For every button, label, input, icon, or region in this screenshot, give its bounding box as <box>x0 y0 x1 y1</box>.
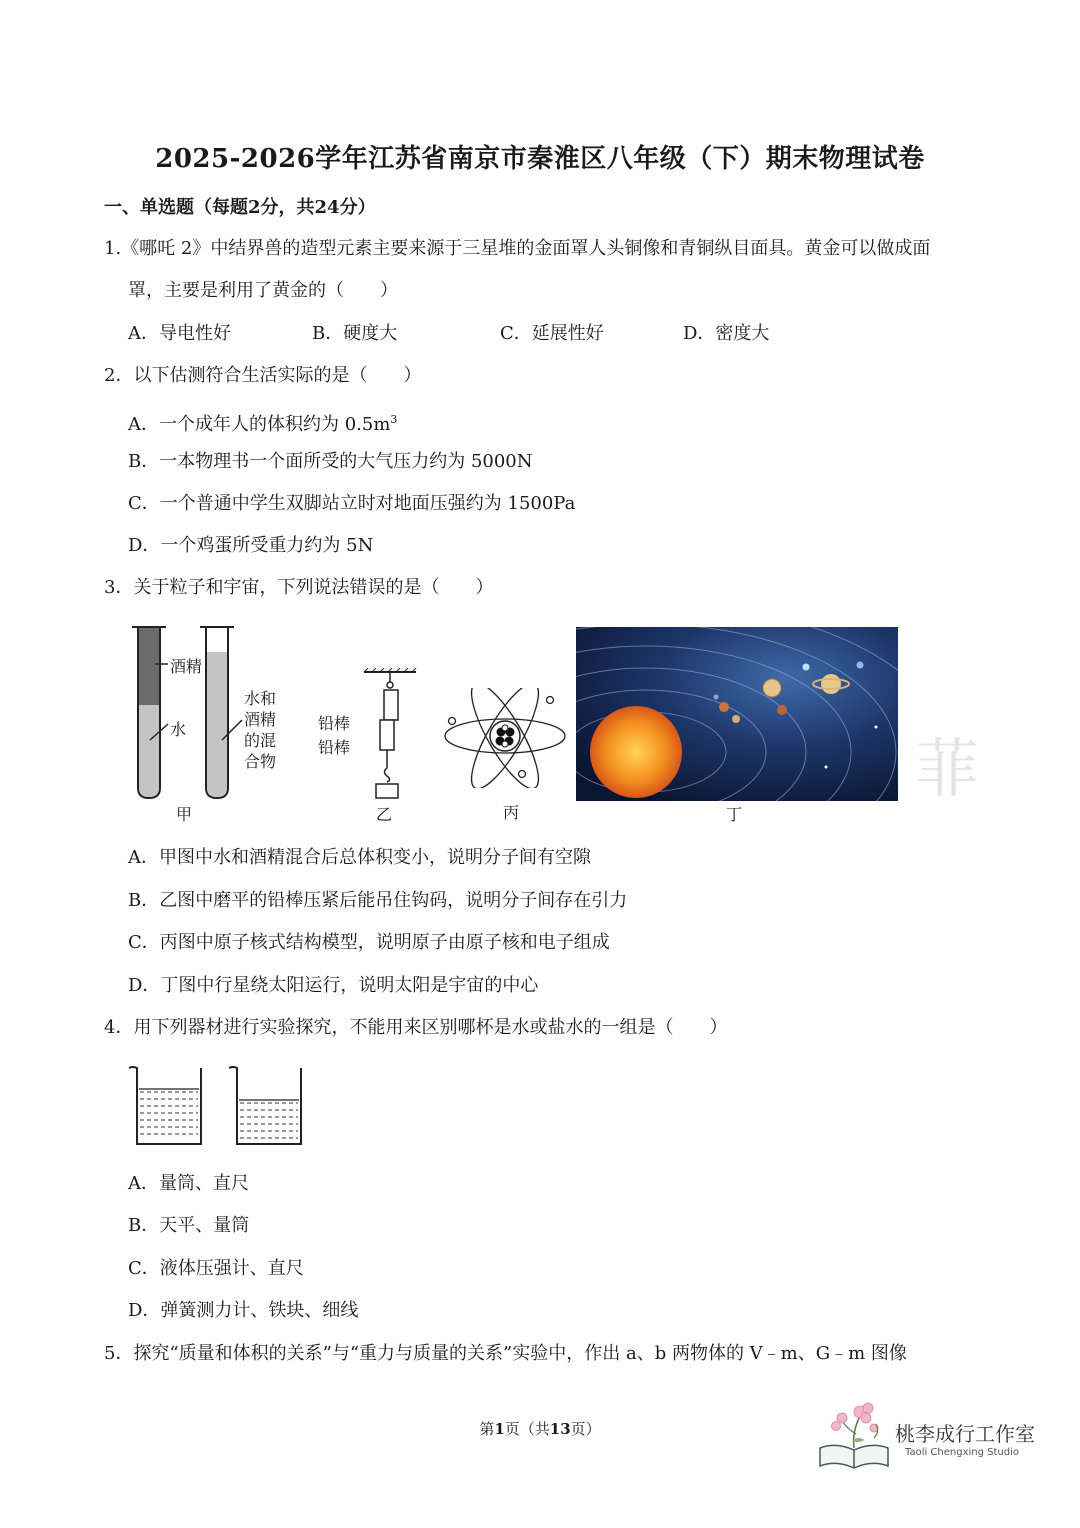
section-heading: 一、单选题（每题2分，共24分） <box>104 197 376 218</box>
q3-option-a: A．甲图中水和酒精混合后总体积变小，说明分子间有空隙 <box>128 847 591 868</box>
q1-option-d: D．密度大 <box>683 323 770 344</box>
brand-name: 桃李成行工作室 <box>895 1422 1035 1446</box>
q2-option-a-superscript: 3 <box>390 413 398 426</box>
figure-ding-solar-system <box>576 627 898 801</box>
q1-stem-line2: 罩，主要是利用了黄金的（ ） <box>128 280 398 301</box>
label-lead-rod-2: 铅棒 <box>318 738 351 757</box>
current-page: 1 <box>494 1420 505 1438</box>
q1-option-c: C．延展性好 <box>500 323 604 344</box>
label-mix-2: 酒精 <box>244 710 277 729</box>
page-suffix: 页） <box>570 1420 601 1438</box>
q2-option-a <box>128 408 397 437</box>
q5-stem: 5．探究“质量和体积的关系”与“重力与质量的关系”实验中，作出 a、b 两物体的 V﹣m、G﹣m 图像 <box>104 1343 907 1364</box>
q2-option-a-text: A．一个成年人的体积约为 0.5m <box>128 414 391 435</box>
page-title: 2025-2026学年江苏省南京市秦淮区八年级（下）期末物理试卷 <box>155 144 925 174</box>
brand-subtitle: Taoli Chengxing Studio <box>905 1447 1020 1458</box>
figure-bing-atom-model <box>442 688 568 788</box>
label-jia: 甲 <box>176 805 193 824</box>
label-lead-rod-1: 铅棒 <box>318 714 351 733</box>
q4-option-a: A．量筒、直尺 <box>128 1173 249 1194</box>
label-mix-1: 水和 <box>244 689 277 708</box>
q3-option-b: B．乙图中磨平的铅棒压紧后能吊住钩码，说明分子间存在引力 <box>128 890 628 911</box>
q4-option-b: B．天平、量筒 <box>128 1215 250 1236</box>
label-alcohol: 酒精 <box>170 657 203 676</box>
q3-option-d: D．丁图中行星绕太阳运行，说明太阳是宇宙的中心 <box>128 975 539 996</box>
label-ding: 丁 <box>726 805 743 824</box>
q2-option-d: D．一个鸡蛋所受重力约为 5N <box>128 535 374 556</box>
page-mid: 页（共 <box>504 1420 550 1438</box>
label-mix-4: 合物 <box>244 752 277 771</box>
total-pages: 13 <box>549 1420 571 1438</box>
label-water: 水 <box>170 720 187 739</box>
label-yi: 乙 <box>376 805 393 824</box>
figure-yi-lead-rods <box>360 668 420 808</box>
page-prefix: 第 <box>479 1420 495 1438</box>
watermark-text: 菲 <box>915 733 979 807</box>
q1-stem-line1: 1.《哪吒 2》中结界兽的造型元素主要来源于三星堆的金面罩人头铜像和青铜纵目面具。黄金可以做成面 <box>104 238 931 259</box>
q3-stem: 3．关于粒子和宇宙，下列说法错误的是（ ） <box>104 577 494 598</box>
q2-stem: 2．以下估测符合生活实际的是（ ） <box>104 365 422 386</box>
label-bing: 丙 <box>503 803 520 822</box>
q2-option-b: B．一本物理书一个面所受的大气压力约为 5000N <box>128 451 533 472</box>
q2-option-c: C．一个普通中学生双脚站立时对地面压强约为 1500Pa <box>128 493 576 514</box>
figure-beakers <box>125 1062 305 1152</box>
q1-option-a: A．导电性好 <box>128 323 231 344</box>
q1-option-b: B．硬度大 <box>312 323 398 344</box>
label-mix-3: 的混 <box>244 731 277 750</box>
brand-flower-book-icon <box>816 1398 892 1470</box>
q3-option-c: C．丙图中原子核式结构模型，说明原子由原子核和电子组成 <box>128 932 610 953</box>
q4-option-c: C．液体压强计、直尺 <box>128 1258 304 1279</box>
q4-stem: 4．用下列器材进行实验探究，不能用来区别哪杯是水或盐水的一组是（ ） <box>104 1017 728 1038</box>
q4-option-d: D．弹簧测力计、铁块、细线 <box>128 1300 359 1321</box>
